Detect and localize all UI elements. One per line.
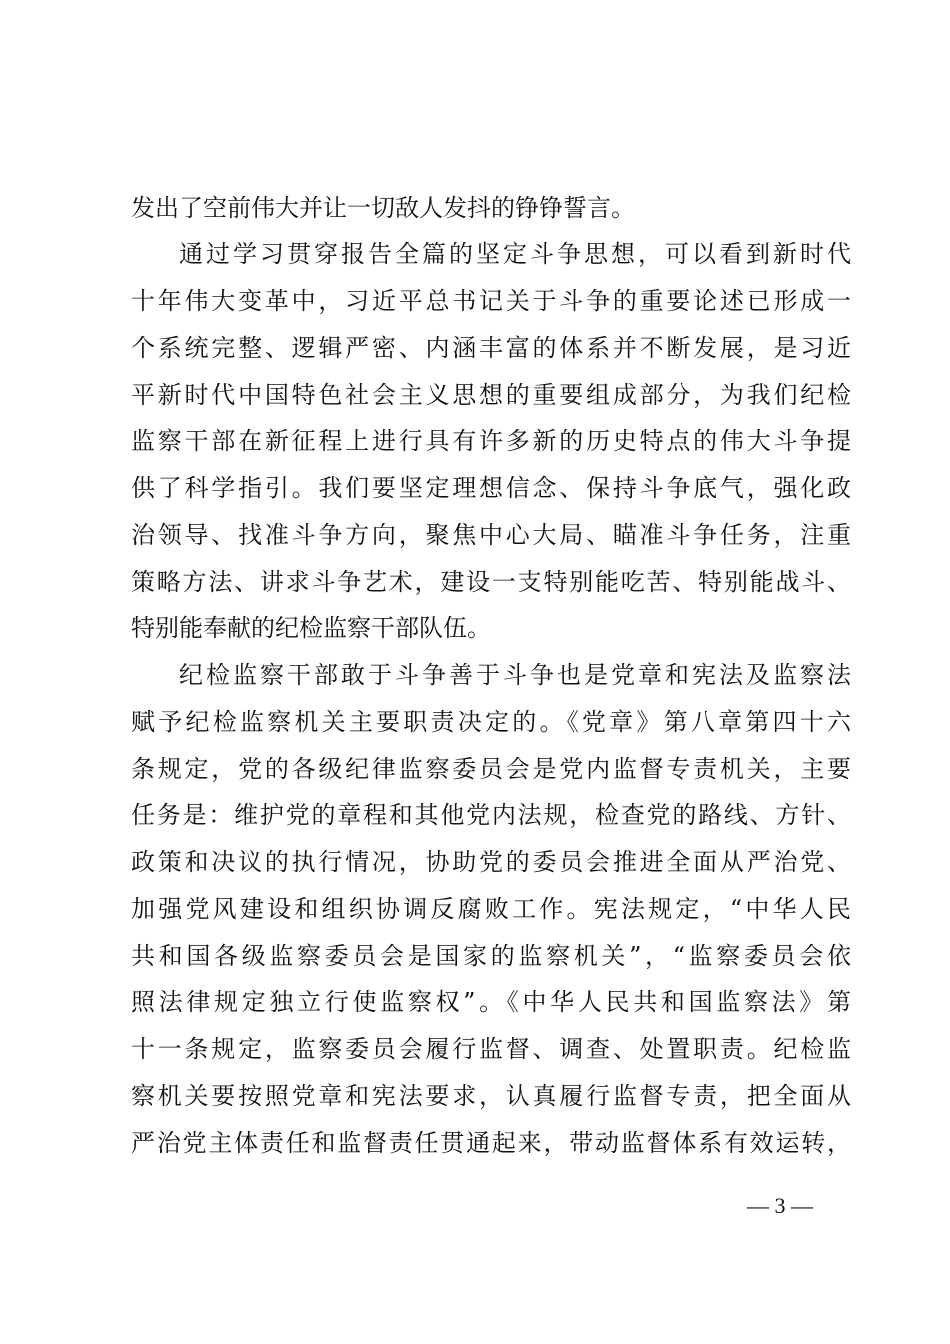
- text-line: 十年伟大变革中，习近平总书记关于斗争的重要论述已形成一: [131, 287, 851, 315]
- text-line: 赋予纪检监察机关主要职责决定的。《党章》第八章第四十六: [131, 708, 851, 736]
- page-number: — 3 —: [747, 1193, 813, 1218]
- text-line: 政策和决议的执行情况，协助党的委员会推进全面从严治党、: [131, 848, 851, 876]
- text-line: 条规定，党的各级纪律监察委员会是党内监督专责机关，主要: [131, 755, 851, 783]
- text-line: 照法律规定独立行使监察权”。《中华人民共和国监察法》第: [131, 988, 851, 1016]
- text-line: 策略方法、讲求斗争艺术，建设一支特别能吃苦、特别能战斗、: [131, 568, 851, 596]
- text-line: 察机关要按照党章和宪法要求，认真履行监督专责，把全面从: [131, 1082, 851, 1110]
- text-line: 特别能奉献的纪检监察干部队伍。: [131, 614, 491, 642]
- text-line: 供了科学指引。我们要坚定理想信念、保持斗争底气，强化政: [131, 474, 851, 502]
- text-line: 平新时代中国特色社会主义思想的重要组成部分，为我们纪检: [131, 381, 851, 409]
- text-line: 个系统完整、逻辑严密、内涵丰富的体系并不断发展，是习近: [131, 334, 851, 362]
- text-line: 严治党主体责任和监督责任贯通起来，带动监督体系有效运转，: [131, 1129, 851, 1157]
- text-line: 十一条规定，监察委员会履行监督、调查、处置职责。纪检监: [131, 1035, 851, 1063]
- text-line: 共和国各级监察委员会是国家的监察机关”，“监察委员会依: [131, 942, 851, 970]
- text-line: 监察干部在新征程上进行具有许多新的历史特点的伟大斗争提: [131, 427, 851, 455]
- text-line: 发出了空前伟大并让一切敌人发抖的铮铮誓言。: [131, 194, 635, 222]
- paragraph-first-line: 纪检监察干部敢于斗争善于斗争也是党章和宪法及监察法: [179, 661, 851, 689]
- text-line: 治领导、找准斗争方向，聚焦中心大局、瞄准斗争任务，注重: [131, 521, 851, 549]
- paragraph-first-line: 通过学习贯穿报告全篇的坚定斗争思想，可以看到新时代: [179, 240, 851, 268]
- text-line: 任务是：维护党的章程和其他党内法规，检查党的路线、方针、: [131, 801, 851, 829]
- text-line: 加强党风建设和组织协调反腐败工作。宪法规定，“中华人民: [131, 895, 851, 923]
